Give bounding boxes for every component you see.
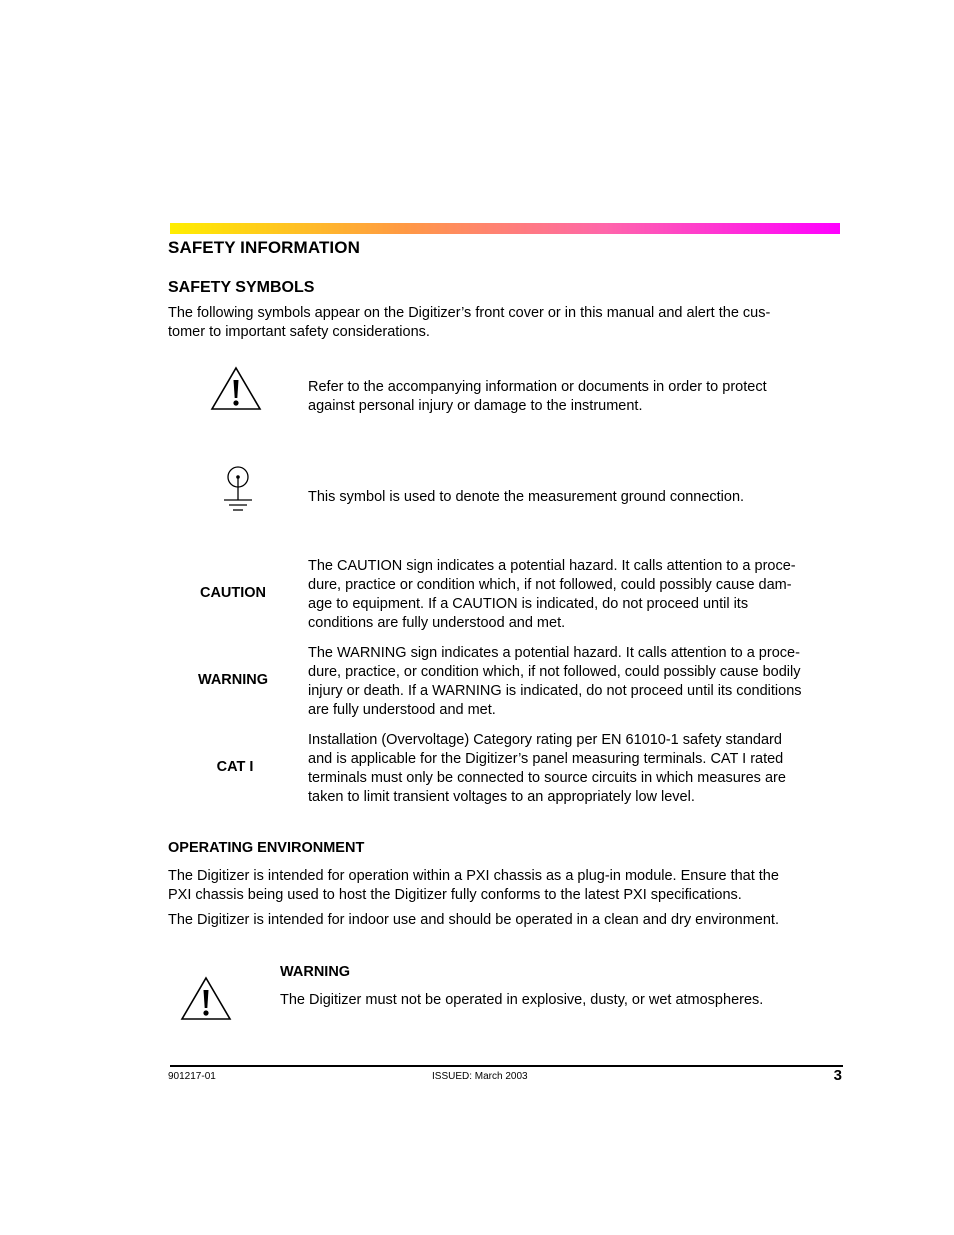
warning-description <box>308 644 838 720</box>
safety-symbols-intro <box>168 304 828 342</box>
description-line: Installation (Overvoltage) Category rating per EN 61010-1 safety standard <box>308 732 782 748</box>
intro-line: tomer to important safety considerations. <box>168 324 430 340</box>
description-line: dure, practice or condition which, if not followed, could possibly cause dam- <box>308 577 792 593</box>
measurement-ground-icon <box>221 465 255 513</box>
page-number: 3 <box>833 1067 842 1084</box>
footer-rule <box>170 1065 843 1067</box>
warning-label: WARNING <box>197 672 269 688</box>
page-title: SAFETY INFORMATION <box>168 238 360 257</box>
cat1-description <box>308 731 838 807</box>
environment-warning-text: The Digitizer must not be operated in explosive, dusty, or wet atmospheres. <box>280 992 764 1008</box>
warning-triangle-icon <box>180 976 232 1022</box>
cat1-label: CAT I <box>216 759 254 775</box>
description-line: Refer to the accompanying information or documents in order to protect <box>308 379 767 395</box>
description-line: This symbol is used to denote the measurement ground connection. <box>308 489 745 505</box>
description-line: are fully understood and met. <box>308 702 496 718</box>
description-line: The WARNING sign indicates a potential hazard. It calls attention to a proce- <box>308 645 800 661</box>
safety-symbols-heading: SAFETY SYMBOLS <box>168 279 315 296</box>
ground-symbol-description <box>308 488 838 507</box>
description-line: against personal injury or damage to the instrument. <box>308 398 643 414</box>
header-gradient-bar <box>170 223 840 234</box>
caution-description <box>308 557 838 633</box>
environment-warning-title: WARNING <box>280 964 351 980</box>
description-line: taken to limit transient voltages to an appropriately low level. <box>308 789 695 805</box>
warning-triangle-icon <box>210 366 262 412</box>
description-line: The CAUTION sign indicates a potential hazard. It calls attention to a proce- <box>308 558 796 574</box>
indoor-use-paragraph: The Digitizer is intended for indoor use and should be operated in a clean and dry environment. <box>168 912 779 928</box>
description-line: conditions are fully understood and met. <box>308 615 566 631</box>
description-line: dure, practice, or condition which, if not followed, could possibly cause bodily <box>308 664 801 680</box>
description-line: terminals must only be connected to source circuits in which measures are <box>308 770 786 786</box>
intro-line: The following symbols appear on the Digitizer’s front cover or in this manual and alert the cus- <box>168 305 771 321</box>
description-line: and is applicable for the Digitizer’s panel measuring terminals. CAT I rated <box>308 751 784 767</box>
description-line: age to equipment. If a CAUTION is indicated, do not proceed until its <box>308 596 749 612</box>
attention-symbol-description <box>308 378 838 416</box>
description-line: injury or death. If a WARNING is indicated, do not proceed until its conditions <box>308 683 802 699</box>
caution-label: CAUTION <box>199 585 267 601</box>
operating-environment-heading: OPERATING ENVIRONMENT <box>168 840 365 856</box>
issued-date: ISSUED: March 2003 <box>432 1071 528 1082</box>
paragraph-line: PXI chassis being used to host the Digitizer fully conforms to the latest PXI specifications. <box>168 887 742 903</box>
doc-number: 901217-01 <box>168 1071 216 1082</box>
operating-environment-paragraph <box>168 867 838 905</box>
paragraph-line: The Digitizer is intended for operation within a PXI chassis as a plug-in module. Ensure that the <box>168 868 779 884</box>
